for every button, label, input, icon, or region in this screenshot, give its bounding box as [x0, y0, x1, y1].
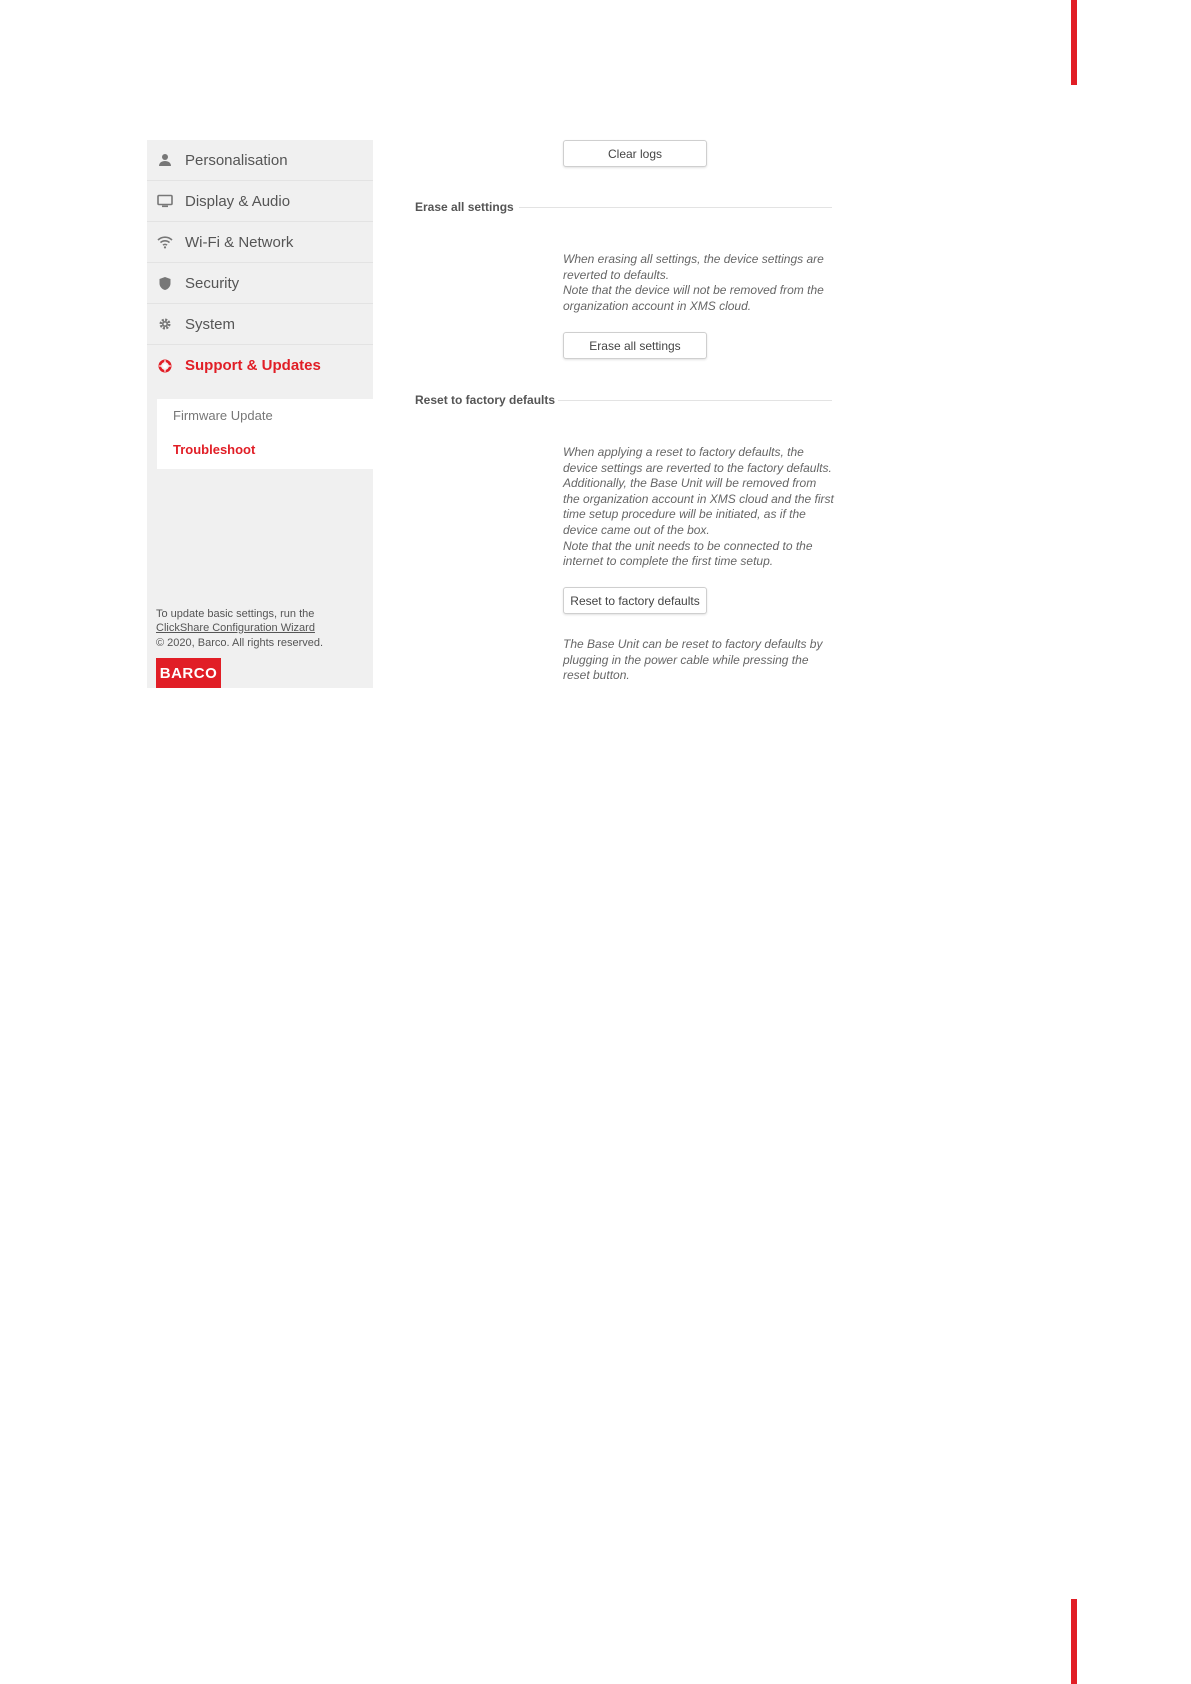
section-divider: [519, 207, 832, 208]
reset-description-2: Note that the unit needs to be connected to the internet to complete the first time setup.: [563, 538, 813, 569]
reset-hardware-hint: [563, 637, 835, 684]
sidebar-item-label: Personalisation: [185, 151, 288, 169]
copyright: © 2020, Barco. All rights reserved.: [156, 637, 324, 649]
sidebar-item-personalisation[interactable]: [147, 140, 373, 181]
logo-text: BARCO: [159, 664, 218, 682]
submenu-item-troubleshoot[interactable]: Troubleshoot: [173, 442, 256, 457]
page-edge-marker-top: [1071, 0, 1077, 85]
reset-factory-defaults-button[interactable]: Reset to factory defaults: [563, 587, 707, 614]
monitor-icon: [157, 193, 173, 209]
reset-hint-text: The Base Unit can be reset to factory defaults by plugging in the power cable while pressing the reset button.: [563, 637, 823, 683]
sidebar-item-label: System: [185, 315, 236, 333]
clear-logs-button[interactable]: Clear logs: [563, 140, 707, 167]
erase-description-1: When erasing all settings, the device settings are reverted to defaults.: [563, 252, 824, 282]
reset-description: [563, 445, 835, 570]
sidebar-item-label: Security: [185, 274, 240, 292]
section-title-reset: Reset to factory defaults: [415, 393, 556, 407]
erase-description: [563, 252, 835, 314]
lifebuoy-icon: [157, 358, 173, 374]
submenu-item-firmware-update[interactable]: Firmware Update: [173, 408, 273, 423]
reset-description-1: When applying a reset to factory defaults, the device settings are reverted to the factory defaults. Additionally, the Base Unit will be removed from the organization account in XMS cloud and the first time setup procedure will be initiated, as if the device came out of the box.: [563, 445, 834, 537]
erase-description-2: Note that the device will not be removed from the organization account in XMS cloud.: [563, 283, 824, 313]
sidebar-item-security[interactable]: [147, 263, 373, 304]
sidebar-item-label: Wi-Fi & Network: [185, 233, 294, 251]
wifi-icon: [157, 234, 173, 250]
erase-all-settings-button[interactable]: Erase all settings: [563, 332, 707, 359]
barco-logo: [156, 658, 221, 688]
person-icon: [157, 152, 173, 168]
page-edge-marker-bottom: [1071, 1599, 1077, 1684]
sidebar-item-system[interactable]: [147, 304, 373, 345]
gear-icon: [157, 316, 173, 332]
section-title-erase: Erase all settings: [415, 200, 514, 214]
submenu-panel: [157, 399, 373, 469]
sidebar-item-support-updates[interactable]: [147, 345, 373, 386]
sidebar: [147, 140, 373, 688]
sidebar-item-label: Support & Updates: [185, 357, 321, 374]
sidebar-item-display-audio[interactable]: [147, 181, 373, 222]
footer-hint: To update basic settings, run the: [156, 608, 315, 620]
shield-icon: [157, 275, 173, 291]
sidebar-item-wifi-network[interactable]: [147, 222, 373, 263]
sidebar-item-label: Display & Audio: [185, 192, 291, 210]
configuration-wizard-link[interactable]: ClickShare Configuration Wizard: [156, 622, 315, 634]
section-divider: [558, 400, 832, 401]
